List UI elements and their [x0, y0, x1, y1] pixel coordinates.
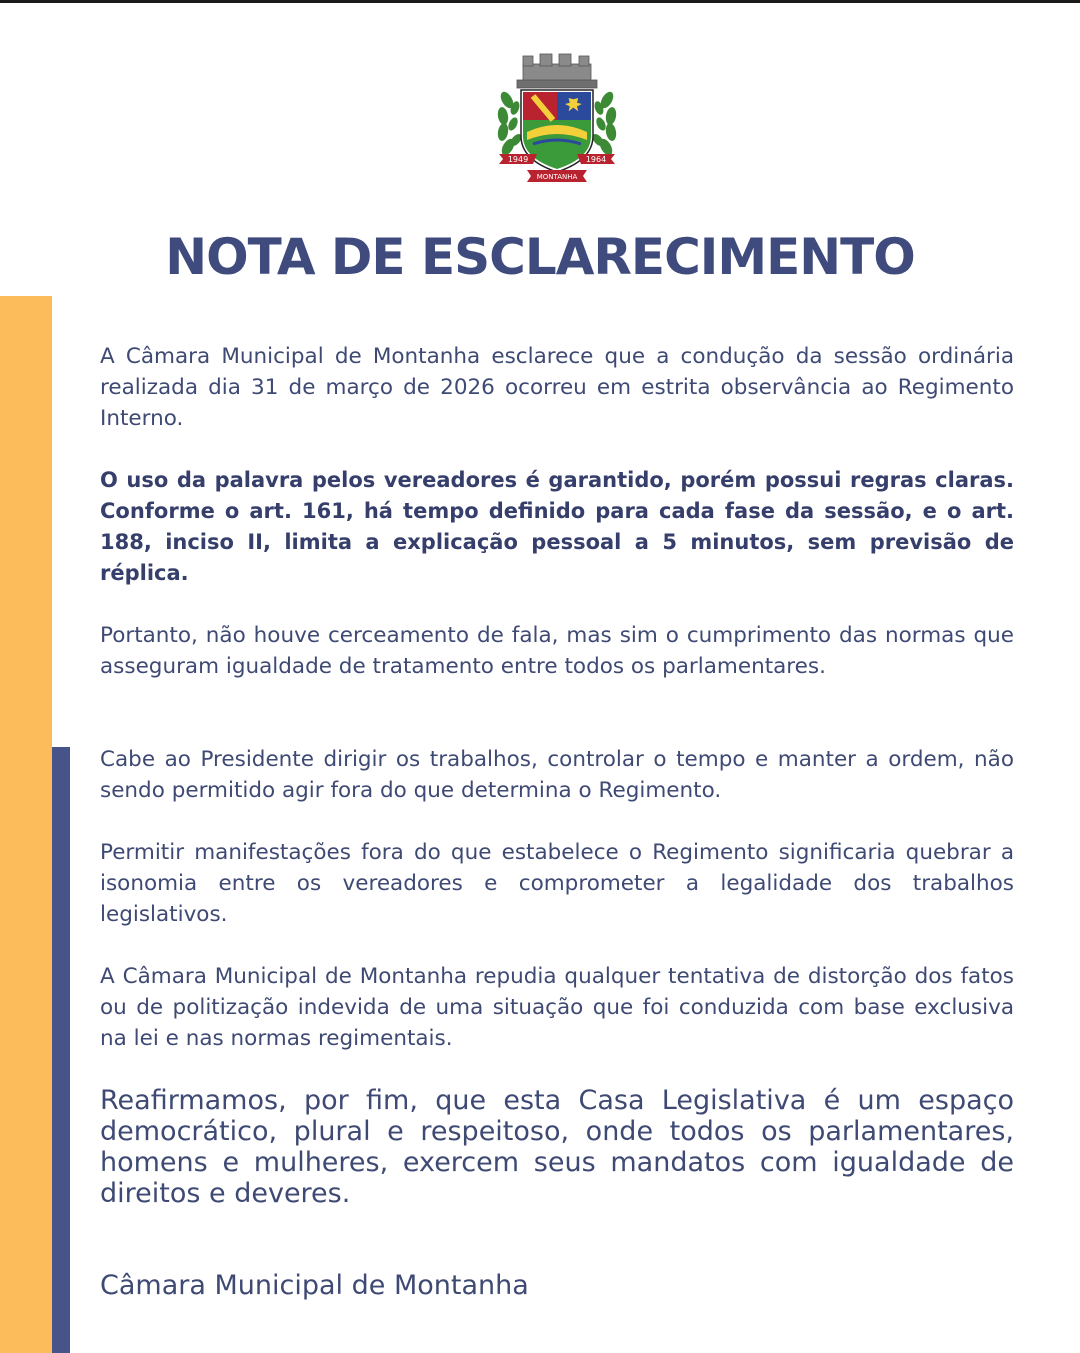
paragraph-1: A Câmara Municipal de Montanha esclarece que a condução da sessão ordinária realizada dia 31 de março de 2026 ocorreu em estrita observância ao Regimento Interno.	[100, 344, 1014, 431]
laurel-right	[590, 90, 617, 158]
crest-year-left: 1949	[507, 155, 529, 164]
accent-bar-blue	[52, 747, 70, 1353]
paragraph-7-closing: Reafirmamos, por fim, que esta Casa Legislativa é um espaço democrático, plural e respeitoso, onde todos os parlamentares, homens e mulheres, exercem seus mandatos com igualdade de direitos e deveres.	[100, 1085, 1014, 1209]
paragraph-3: Portanto, não houve cerceamento de fala, mas sim o cumprimento das normas que asseguram igualdade de tratamento entre todos os parlamentares.	[100, 623, 1014, 679]
page-title: NOTA DE ESCLARECIMENTO	[165, 228, 915, 286]
paragraph-6: A Câmara Municipal de Montanha repudia qualquer tentativa de distorção dos fatos ou de politização indevida de uma situação que foi conduzida com base exclusiva na lei e nas normas regimentais.	[100, 964, 1014, 1051]
crest-year-right: 1964	[585, 155, 607, 164]
crest-banner-text: MONTANHA	[536, 173, 578, 181]
paragraph-4: Cabe ao Presidente dirigir os trabalhos, controlar o tempo e manter a ordem, não sendo permitido agir fora do que determina o Regimento.	[100, 747, 1014, 803]
top-border	[0, 0, 1080, 3]
signature: Câmara Municipal de Montanha	[100, 1270, 529, 1301]
municipal-coat-of-arms	[493, 50, 621, 192]
paragraph-5: Permitir manifestações fora do que estabelece o Regimento significaria quebrar a isonomia entre os vereadores e comprometer a legalidade dos trabalhos legislativos.	[100, 840, 1014, 927]
mural-crown	[517, 54, 597, 88]
paragraph-2-bold: O uso da palavra pelos vereadores é garantido, porém possui regras claras. Conforme o art. 161, há tempo definido para cada fase da sessão, e o art. 188, inciso II, limita a explicação pessoal a 5 minutos, sem previsão de réplica.	[100, 468, 1014, 585]
laurel-left	[497, 90, 524, 158]
accent-bar-yellow	[0, 296, 52, 1353]
